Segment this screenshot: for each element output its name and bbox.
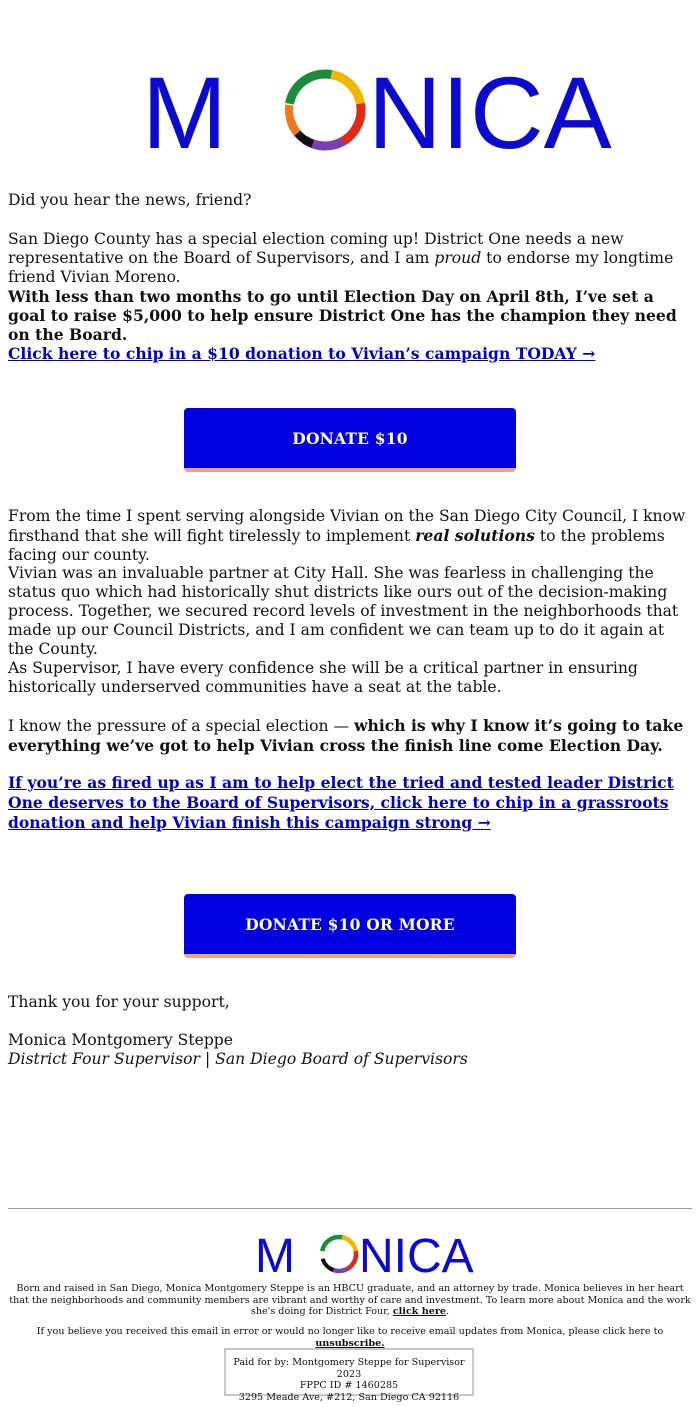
donate-10-link[interactable]: Click here to chip in a $10 donation to Vivian’s campaign TODAY →: [8, 344, 596, 363]
supervisor-paragraph: [8, 659, 692, 697]
donate-10-or-more-button[interactable]: DONATE $10 OR MORE: [184, 894, 516, 958]
greeting-text: Did you hear the news, friend?: [8, 191, 252, 209]
paid-for-box: [224, 1348, 474, 1403]
intro-text-b: to endorse my longtime friend Vivian Moreno.: [8, 249, 674, 286]
fppc-id-line: FPPC ID # 1460285: [299, 1380, 399, 1391]
monica-footer-logo-icon: [255, 1230, 474, 1283]
supervisor-text: As Supervisor, I have every confidence she will be a critical partner in ensuring historically underserved communities have a seat at the table.: [8, 659, 638, 696]
goal-paragraph: [8, 287, 692, 364]
city-council-paragraph: [8, 507, 692, 565]
unsubscribe-link[interactable]: unsubscribe.: [315, 1337, 385, 1349]
header-logo: [0, 56, 700, 172]
signature: [8, 1031, 692, 1069]
footer-divider: [8, 1208, 692, 1209]
svg-text:M: M: [255, 1230, 295, 1283]
council-text-b: to the problems facing our county.: [8, 527, 665, 564]
grassroots-paragraph: [8, 773, 692, 833]
intro-emphasis: proud: [434, 249, 482, 267]
learn-more-link[interactable]: click here: [392, 1306, 447, 1317]
pressure-paragraph: [8, 716, 692, 756]
goal-text: With less than two months to go until Election Day on April 8th, I’ve set a goal to raise $5,000 to help ensure District One has the champion they need on the Board.: [8, 287, 677, 344]
council-emphasis: real solutions: [415, 526, 535, 545]
address-line: 3295 Meade Ave, #212, San Diego CA 92116: [238, 1391, 460, 1403]
signature-title: District Four Supervisor | San Diego Board of Supervisors: [8, 1050, 468, 1068]
svg-text:NICA: NICA: [368, 56, 612, 170]
svg-text:M: M: [142, 56, 227, 170]
footer-bio-end: .: [446, 1306, 450, 1317]
greeting: [8, 191, 692, 210]
footer-bio-text: Born and raised in San Diego, Monica Montgomery Steppe is an HBCU graduate, and an attorney by trade. Monica believes in her heart that the neighborhoods and community members are vibrant and worthy of care and investment. To learn more about Monica and the work she's doing for District Four,: [9, 1283, 691, 1317]
pressure-text: I know the pressure of a special election —: [8, 717, 355, 735]
closing-text: Thank you for your support,: [8, 993, 230, 1011]
intro-paragraph: [8, 230, 692, 287]
closing: [8, 993, 692, 1012]
paid-for-line: Paid for by: Montgomery Steppe for Supervisor 2023: [233, 1357, 465, 1380]
intro-text-a: San Diego County has a special election coming up! District One needs a new representative on the Board of Supervisors, and I am: [8, 230, 624, 267]
footer-unsubscribe: [8, 1326, 692, 1349]
city-hall-text: Vivian was an invaluable partner at City Hall. She was fearless in challenging the status quo which had historically shut districts like ours out of the decision-making process. Together, we secured record levels of investment in the neighborhoods that made up our Council Districts, and I am confident we can team up to do it again at the County.: [8, 564, 679, 658]
grassroots-donation-link[interactable]: If you’re as fired up as I am to help elect the tried and tested leader District One deserves to the Board of Supervisors, click here to chip in a grassroots donation and help Vivian finish this campaign strong →: [8, 773, 674, 832]
monica-logo-icon: [140, 56, 612, 172]
unsubscribe-text: If you believe you received this email in error or would no longer like to receive email updates from Monica, please click here to: [36, 1326, 664, 1337]
svg-text:NICA: NICA: [359, 1230, 474, 1283]
signature-name: Monica Montgomery Steppe: [8, 1031, 234, 1049]
city-hall-paragraph: [8, 564, 692, 659]
donate-10-button[interactable]: DONATE $10: [184, 408, 516, 472]
pressure-bold: which is why I know it’s going to take everything we’ve got to help Vivian cross the finish line come Election Day.: [8, 716, 684, 755]
footer-bio: [8, 1283, 692, 1318]
footer-logo: [0, 1230, 700, 1283]
council-text-a: From the time I spent serving alongside Vivian on the San Diego City Council, I know firsthand that she will fight tirelessly to implement: [8, 507, 686, 545]
